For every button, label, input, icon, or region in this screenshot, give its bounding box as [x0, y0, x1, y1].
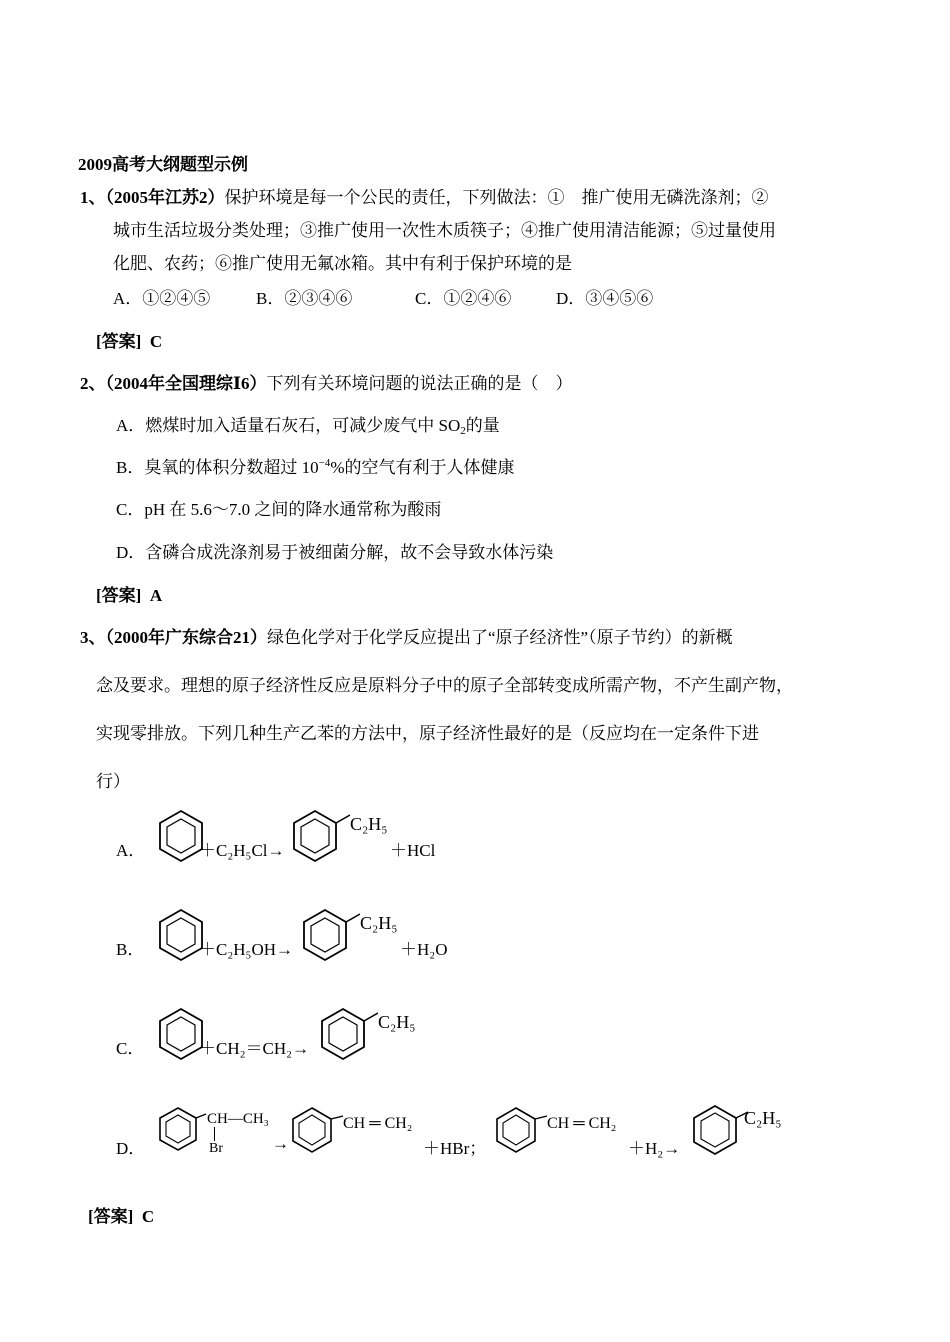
question-3-option-d-byproduct: ＋HBr；: [423, 1139, 487, 1158]
question-3-option-c-label: C．: [116, 1039, 145, 1058]
question-2-source: （2004年全国理综Ⅰ6）: [105, 374, 267, 393]
question-3-stem-line1: 绿色化学对于化学反应提出了“原子经济性”（原子节约）的新概: [267, 628, 733, 647]
question-3-source: （2000年广东综合21）: [105, 628, 267, 647]
question-3-option-d-substituent-2: CH ═ CH₂: [343, 1115, 413, 1132]
question-3-option-d-substituent-3: CH ═ CH₂: [547, 1115, 617, 1132]
answer-value: C: [149, 332, 163, 351]
question-1-option-b: B．②③④⑥: [256, 289, 353, 308]
question-1-answer: [96, 327, 162, 352]
question-3-stem-line3: 实现零排放。下列几种生产乙苯的方法中，原子经济性最好的是（反应均在一定条件下进: [96, 724, 759, 743]
question-3-option-d-arrow: →: [272, 1134, 289, 1153]
question-3-option-c-product-group: C₂H₅: [378, 1012, 416, 1032]
question-3-option-c-reagent: ＋CH₂＝CH₂→: [199, 1039, 310, 1058]
question-3: [80, 623, 733, 648]
question-1-stem-line1: 保护环境是每一个公民的责任，下列做法：① 推广使用无磷洗涤剂；②: [224, 188, 769, 207]
question-3-option-a-byproduct: ＋HCl: [390, 841, 436, 860]
benzene-ring-icon: [300, 903, 360, 963]
question-3-option-b-byproduct: ＋H₂O: [400, 940, 448, 959]
question-3-option-d-substituent-1: CH—CH₃: [207, 1111, 269, 1127]
page-title: 2009高考大纲题型示例: [78, 155, 248, 174]
question-1-option-d: D．③④⑤⑥: [556, 289, 654, 308]
question-1: [80, 183, 769, 208]
question-3-option-b-product-group: C₂H₅: [360, 913, 398, 933]
question-3-option-a-product-group: C₂H₅: [350, 814, 388, 834]
benzene-ring-icon: [688, 1098, 748, 1158]
question-3-stem-line4: 行）: [96, 772, 130, 791]
question-3-option-a-reagent: ＋C₂H₅Cl→: [199, 841, 285, 860]
question-3-answer: [88, 1202, 154, 1227]
benzene-ring-icon: [287, 1102, 343, 1158]
question-2-answer: [96, 581, 162, 606]
bond-line: [214, 1127, 215, 1141]
question-2-number: 2、: [80, 374, 106, 393]
question-2-option-c: C．pH 在 5.6～7.0 之间的降水通常称为酸雨: [116, 500, 442, 519]
question-1-number: 1、: [80, 188, 106, 207]
question-2: [80, 369, 572, 394]
answer-label: [答案]: [96, 332, 142, 351]
question-1-source: （2005年江苏2）: [105, 188, 225, 207]
question-3-option-d-bromine: Br: [209, 1141, 223, 1156]
question-2-stem: 下列有关环境问题的说法正确的是（ ）: [266, 374, 573, 393]
question-3-option-a-label: A．: [116, 841, 146, 860]
question-1-stem-line2: 城市生活垃圾分类处理；③推广使用一次性木质筷子；④推广使用清洁能源；⑤过量使用: [113, 221, 776, 240]
answer-label: [答案]: [88, 1207, 134, 1226]
question-2-option-a: A．燃煤时加入适量石灰石，可减少废气中 $SO_2$的量: [116, 416, 500, 437]
question-3-option-d-label: D．: [116, 1139, 146, 1158]
question-1-option-a: A．①②④⑤: [113, 289, 211, 308]
answer-label: [答案]: [96, 586, 142, 605]
question-1-option-c: C．①②④⑥: [415, 289, 512, 308]
question-2-option-b: B．臭氧的体积分数超过 $10^{-4}\%$的空气有利于人体健康: [116, 457, 515, 477]
benzene-ring-icon: [290, 804, 350, 864]
answer-value: A: [149, 586, 163, 605]
question-3-number: 3、: [80, 628, 106, 647]
benzene-ring-icon: [491, 1102, 547, 1158]
question-3-option-b-label: B．: [116, 940, 145, 959]
question-3-option-d-reagent: ＋H₂→: [628, 1139, 681, 1158]
question-3-stem-line2: 念及要求。理想的原子经济性反应是原料分子中的原子全部转变成所需产物，不产生副产物，: [96, 676, 793, 695]
benzene-ring-icon: [318, 1002, 378, 1062]
question-1-stem-line3: 化肥、农药；⑥推广使用无氟冰箱。其中有利于保护环境的是: [113, 254, 572, 273]
question-3-option-d-product-group: C₂H₅: [744, 1108, 782, 1128]
question-2-option-d: D．含磷合成洗涤剂易于被细菌分解，故不会导致水体污染: [116, 543, 554, 562]
answer-value: C: [141, 1207, 155, 1226]
benzene-ring-icon: [156, 1102, 206, 1158]
question-3-option-b-reagent: ＋C₂H₅OH→: [199, 940, 294, 959]
